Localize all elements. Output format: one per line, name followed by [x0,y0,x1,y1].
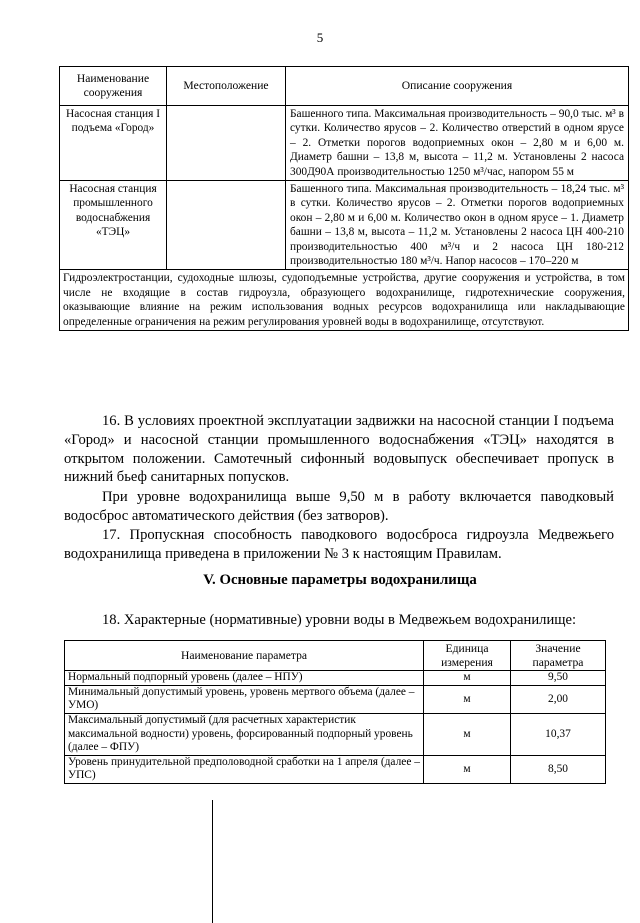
table-row [60,181,629,270]
parameter-unit: м [424,713,511,755]
structure-location [167,106,286,181]
column-header-name: Наименование сооружения [60,67,167,106]
table-row [65,755,606,783]
table-row [65,671,606,686]
parameter-name: Уровень принудительной предполоводной сработки на 1 апреля (далее – УПС) [65,755,424,783]
structure-description: Башенного типа. Максимальная производительность – 90,0 тыс. м³ в сутки. Количество ярусов – 2. Количество отверстий в одном ярусе – 2. Отметки порогов водоприемных окон – 2,80 м и 6,00 м. Диаметр башни – 13,8 м, высота – 11,2 м. Установлены 2 насоса 300Д90А производительностью 1250 м³/час, напором 55 м [286,106,629,181]
structure-name: Насосная станция промышленного водоснабжения «ТЭЦ» [60,181,167,270]
table-header-row [60,67,629,106]
column-header-unit: Единица измерения [424,641,511,671]
parameters-table [64,640,606,784]
paragraph-17: 17. Пропускная способность паводкового водосброса гидроузла Медвежьего водохранилища приведена в приложении № 3 к настоящим Правилам. [64,527,614,562]
paragraph-16-continued: При уровне водохранилища выше 9,50 м в работу включается паводковый водосброс автоматического действия (без затворов). [64,489,614,524]
parameter-value: 8,50 [511,755,606,783]
structure-description: Башенного типа. Максимальная производительность – 18,24 тыс. м³ в сутки. Количество ярусов – 2. Отметки порогов водоприемных окон – 2,80 м и 6,00 м. Количество окон в одном ярусе – 1. Диаметр башни – 13,8 м, высота – 11,2 м. Установлены 2 насоса ЦН 400-210 производительностью 400 м³/ч и 2 насоса ЦН 180-212 производительностью 180 м³/ч. Напор насосов – 170–220 м [286,181,629,270]
column-header-value: Значение параметра [511,641,606,671]
table-row [65,713,606,755]
table-note-row [60,270,629,331]
table-header-row [65,641,606,671]
table-note: Гидроэлектростанции, судоходные шлюзы, судоподъемные устройства, другие сооружения и устройства, в том числе не входящие в состав гидроузла, образующего водохранилище, гидротехнические сооружения, оказывающие влияние на режим использования водных ресурсов водохранилища или накладывающие определенные ограничения на режим регулирования уровней воды в водохранилище, отсутствуют. [60,270,629,331]
paragraph-18: 18. Характерные (нормативные) уровни воды в Медвежьем водохранилище: [102,612,577,628]
parameter-value: 9,50 [511,671,606,686]
parameter-name: Нормальный подпорный уровень (далее – НПУ) [65,671,424,686]
structures-table [59,66,629,331]
parameter-unit: м [424,671,511,686]
parameter-value: 10,37 [511,713,606,755]
table-row [65,685,606,713]
structure-location [167,181,286,270]
section-title: V. Основные параметры водохранилища [203,572,477,588]
column-header-description: Описание сооружения [286,67,629,106]
parameter-unit: м [424,755,511,783]
parameter-unit: м [424,685,511,713]
parameter-name: Минимальный допустимый уровень, уровень мертвого объема (далее – УМО) [65,685,424,713]
page-number: 5 [316,30,324,45]
column-header-parameter: Наименование параметра [65,641,424,671]
structure-name: Насосная станция I подъема «Город» [60,106,167,181]
scan-margin-line [212,800,213,923]
table-row [60,106,629,181]
parameter-name: Максимальный допустимый (для расчетных характеристик максимальной водности) уровень, форсированный подпорный уровень (далее – ФПУ) [65,713,424,755]
paragraph-16: 16. В условиях проектной эксплуатации задвижки на насосной станции I подъема «Город» и насосной станции промышленного водоснабжения «ТЭЦ» находятся в открытом положении. Самотечный сифонный водовыпуск обеспечивает пропуск в нижний бьеф санитарных попусков. [64,413,614,486]
parameter-value: 2,00 [511,685,606,713]
column-header-location: Местоположение [167,67,286,106]
